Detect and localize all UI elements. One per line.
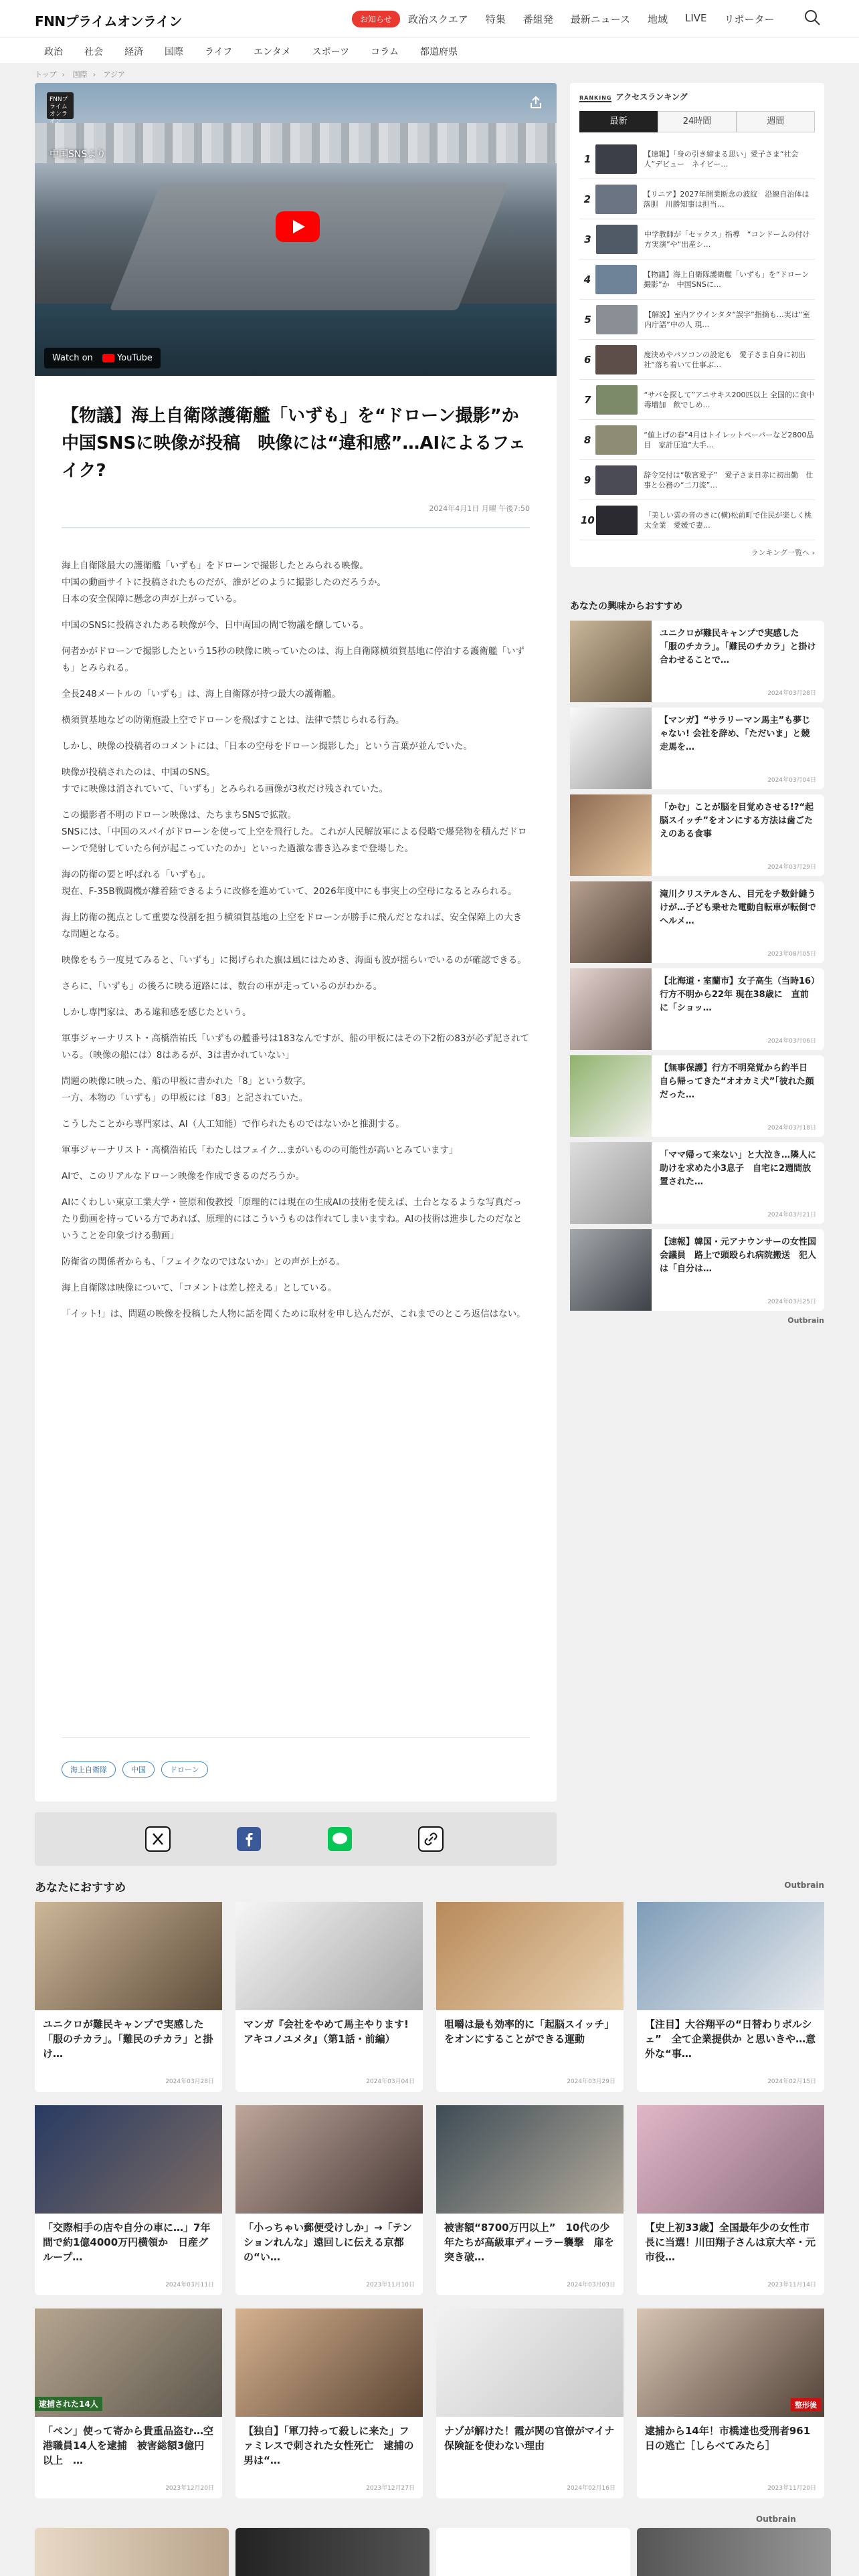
ranking-thumbnail xyxy=(595,425,637,455)
next-card-image[interactable] xyxy=(637,2528,831,2576)
outbrain-logo[interactable]: Outbrain xyxy=(756,2514,796,2524)
side-recommend-image xyxy=(570,1055,652,1137)
recommend-card[interactable] xyxy=(436,1902,624,2092)
youtube-icon xyxy=(102,354,114,362)
side-recommend-item[interactable] xyxy=(570,621,824,702)
ranking-thumbnail xyxy=(596,225,638,254)
side-recommend-date: 2024年03月04日 xyxy=(767,777,816,784)
article-paragraph: この撮影者不明のドローン映像は、たちまちSNSで拡散。 SNSには、「中国のスパイがドローンを使って上空を飛行した。これが人民解放軍による侵略で爆発物を積んだドローンで発射していたら何が起こっていたのか」といった過激な書き込みまで登場した。 xyxy=(62,810,527,854)
ranking-thumbnail xyxy=(596,506,638,535)
article-paragraph: 中国のSNSに投稿されたある映像が今、日中両国の間で物議を醸している。 xyxy=(62,620,369,631)
ranking-number: 9 xyxy=(583,473,591,486)
side-recommend-image xyxy=(570,794,652,876)
next-card-image[interactable] xyxy=(35,2528,229,2576)
side-recommend-headline: 【マンガ】“サラリーマン馬主”も夢じゃない! 会社を辞め、「ただいま」と競走馬を… xyxy=(660,716,811,752)
side-recommend-image xyxy=(570,1142,652,1224)
next-card-image[interactable] xyxy=(235,2528,430,2576)
recommend-card-image xyxy=(235,2309,423,2417)
category-society[interactable]: 社会 xyxy=(84,47,103,58)
side-recommend-date: 2024年03月25日 xyxy=(767,1299,816,1305)
facebook-icon[interactable] xyxy=(237,1827,261,1851)
side-recommend xyxy=(570,599,824,1325)
recommend-card-image xyxy=(637,1902,824,2010)
ranking-number: 6 xyxy=(583,353,591,366)
side-recommend-date: 2024年03月29日 xyxy=(767,864,816,871)
bottom-recommend xyxy=(35,1878,824,2492)
ranking-header: RANKING アクセスランキング xyxy=(579,92,688,102)
video-caption: 中国SNSより xyxy=(50,149,106,160)
ranking-headline: 度決めやパソコンの設定も 愛子さま自身に初出社“落ち着いて仕事ぶ… xyxy=(644,350,806,369)
notice-button[interactable]: お知らせ xyxy=(352,11,400,27)
recommend-card-image xyxy=(436,2309,624,2417)
side-recommend-headline: ユニクロが難民キャンプで実感した「服のチカラ」。「難民のチカラ」と掛け合わせることで… xyxy=(660,629,816,665)
article-paragraph: 問題の映像に映った、船の甲板に書かれた「8」という数字。 一方、本物の「いずも」の甲板には「83」と記されていた。 xyxy=(62,1076,312,1103)
recommend-card-date: 2023年12月27日 xyxy=(366,2485,415,2492)
side-recommend-image xyxy=(570,968,652,1050)
tag-list xyxy=(62,1761,208,1778)
side-recommend-date: 2024年03月28日 xyxy=(767,690,816,697)
recommend-card-headline: ナゾが解けた！霞が関の官僚がマイナ保険証を使わない理由 xyxy=(444,2425,615,2452)
side-recommend-item[interactable] xyxy=(570,968,824,1050)
recommend-card-image xyxy=(436,2105,624,2214)
nav-item-live[interactable]: LIVE xyxy=(685,12,707,24)
tag-china[interactable]: 中国 xyxy=(122,1761,155,1778)
recommend-card-headline: マンガ『会社をやめて馬主やります! アキコノユメタ』（第1話・前編） xyxy=(244,2018,409,2045)
side-recommend-headline: 「ママ帰って来ない」と大泣き…隣人に助けを求めた小3息子 自宅に2週間放置された… xyxy=(660,1150,817,1187)
side-recommend-image xyxy=(570,621,652,702)
nav-item-politics-square[interactable]: 政治スクエア xyxy=(408,13,468,25)
ranking-thumbnail xyxy=(595,144,637,174)
ranking-list xyxy=(579,139,815,540)
side-recommend-date: 2024年03月06日 xyxy=(767,1038,816,1045)
recommend-card[interactable] xyxy=(637,2309,824,2498)
side-recommend-body xyxy=(652,968,824,1050)
breadcrumb-separator: › xyxy=(62,70,66,79)
side-recommend-headline: 【北海道・室蘭市】女子高生（当時16）行方不明から22年 現在38歳に 直前に「ショッ… xyxy=(660,976,816,1013)
article-paragraph: しかし、映像の投稿者のコメントには、「日本の空母をドローン撮影した」という言葉が並んでいた。 xyxy=(62,741,472,752)
recommend-card[interactable] xyxy=(436,2105,624,2295)
article-paragraph: 軍事ジャーナリスト・高橋浩祐氏「いずもの艦番号は183なんですが、船の甲板にはその下2桁の83が必ず記されている。（映像の船には）8はあるが、3は書かれていない」 xyxy=(62,1033,529,1061)
breadcrumb-international[interactable]: 国際 xyxy=(72,70,88,79)
recommend-card-date: 2023年11月20日 xyxy=(767,2485,816,2492)
ranking-number: 7 xyxy=(584,393,591,406)
ranking-item[interactable] xyxy=(579,179,815,219)
breadcrumb xyxy=(35,69,130,80)
ranking-item[interactable] xyxy=(579,340,815,380)
article-title: 【物議】海上自衛隊護衛艦「いずも」を“ドローン撮影”か 中国SNSに映像が投稿 映像には“違和感”…AIによるフェイク? xyxy=(62,406,537,481)
watch-on-label: Watch on xyxy=(52,353,93,363)
ranking-item[interactable] xyxy=(579,380,815,420)
recommend-card-date: 2024年02月16日 xyxy=(567,2485,615,2492)
recommend-card-image xyxy=(637,2105,824,2214)
search-icon[interactable] xyxy=(803,8,822,27)
ranking-more-link[interactable]: ランキング一覧へ › xyxy=(751,548,815,557)
side-recommend-item[interactable] xyxy=(570,1142,824,1224)
recommend-card-headline: 「ペン」使って寄から貴重品盗む…空港職員14人を逮捕 被害総額3億円以上 … xyxy=(43,2425,214,2466)
side-recommend-headline: 【速報】韓国・元アナウンサーの女性国会議員 路上で頭殴られ病院搬送 犯人は「自分は… xyxy=(660,1237,817,1274)
category-international[interactable]: 国際 xyxy=(165,47,183,58)
ranking-headline: 【物議】海上自衛隊護衛艦「いずも」を“ドローン撮影”か 中国SNSに… xyxy=(643,270,809,289)
ranking-number: 1 xyxy=(583,152,591,165)
link-icon[interactable] xyxy=(419,1827,443,1851)
article-paragraph: 防衛省の関係者からも、「フェイクなのではないか」との声が上がる。 xyxy=(62,1257,346,1267)
recommend-card-date: 2023年12月20日 xyxy=(165,2485,214,2492)
recommend-card-headline: 逮捕から14年！市橋達也受刑者961日の逃亡［しらべてみたら］ xyxy=(645,2425,811,2452)
category-column[interactable]: コラム xyxy=(371,47,399,58)
recommend-card-image xyxy=(436,1902,624,2010)
recommend-card-headline: 【注目】大谷翔平の“日替わりポルシェ” 全て企業提供か と思いきや…意外な“事… xyxy=(645,2018,816,2060)
breadcrumb-asia[interactable]: アジア xyxy=(103,70,126,79)
breadcrumb-separator: › xyxy=(92,70,96,79)
ranking-item[interactable] xyxy=(579,259,815,300)
ranking-number: 10 xyxy=(580,514,595,526)
recommend-card[interactable] xyxy=(637,2105,824,2295)
recommend-card-headline: 「交際相手の店や自分の車に…」7年間で約1億4000万円横領か 日産グループ… xyxy=(43,2222,211,2263)
ranking-panel xyxy=(570,83,824,567)
article-paragraph: 軍事ジャーナリスト・高橋浩祐氏「わたしはフェイク…まがいものの可能性が高いとみています」 xyxy=(62,1145,458,1156)
category-sports[interactable]: スポーツ xyxy=(312,47,350,58)
ranking-number: 5 xyxy=(584,313,591,326)
recommend-card-date: 2024年02月15日 xyxy=(767,2078,816,2085)
nav-item-latest-news[interactable]: 最新ニュース xyxy=(570,13,630,25)
tab-weekly[interactable]: 週間 xyxy=(737,111,815,132)
article-paragraph: AIで、このリアルなドローン映像を作成できるのだろうか。 xyxy=(62,1171,305,1182)
side-recommend-item[interactable] xyxy=(570,881,824,963)
nav-item-reporters[interactable]: リポーター xyxy=(724,13,775,25)
side-recommend-image xyxy=(570,881,652,963)
recommend-card-headline: 【史上初33歳】全国最年少の女性市長に当選！川田翔子さんは京大卒・元市役… xyxy=(645,2222,816,2263)
ranking-item[interactable] xyxy=(579,460,815,500)
article-paragraph: 海上防衛の拠点として重要な役割を担う横須賀基地の上空をドローンが勝手に飛んだとなれば、安全保障上の大きな問題となる。 xyxy=(62,912,522,940)
article-body xyxy=(62,558,530,1332)
ranking-headline: 「美しい雲の音のきに(横)松前町で住民が楽しく桃太全業 愛媛で妻… xyxy=(644,510,812,530)
side-recommend-date: 2024年03月21日 xyxy=(767,1212,816,1218)
recommend-card-headline: 「小っちゃい郵便受けしか」→「テンションれんな」遠回しに伝える京都の“い… xyxy=(244,2222,412,2263)
side-recommend-body xyxy=(652,1055,824,1137)
ranking-thumbnail xyxy=(595,265,637,294)
side-recommend-body xyxy=(652,794,824,876)
side-recommend-item[interactable] xyxy=(570,1055,824,1137)
ranking-item[interactable] xyxy=(579,500,815,540)
category-politics[interactable]: 政治 xyxy=(44,47,63,58)
nav-item-programs[interactable]: 番組発 xyxy=(522,13,553,25)
recommend-grid xyxy=(35,1902,824,2498)
side-recommend-title: あなたの興味からおすすめ xyxy=(570,601,683,612)
ranking-headline: 辞令交付は“敬宮愛子” 愛子さま日赤に初出勤 仕事と公務の“二刀流”… xyxy=(643,470,814,490)
recommend-card[interactable] xyxy=(235,2105,423,2295)
recommend-card[interactable] xyxy=(436,2309,624,2498)
ranking-headline: 【速報】「身の引き締まる思い」愛子さま“社会人”デビュー ネイビー… xyxy=(644,149,799,169)
side-recommend-headline: 滝川クリステルさん、目元をチ数針縫うけが…子ども乗せた電動自転車が転倒で ヘルメ… xyxy=(660,889,826,926)
tab-latest[interactable]: 最新 xyxy=(579,111,658,132)
article-paragraph: こうしたことから専門家は、AI（人工知能）で作られたものではないかと推測する。 xyxy=(62,1119,405,1130)
article-paragraph: 映像が投稿されたのは、中国のSNS。 すでに映像は消されていて、「いずも」とみられる画像が3枚だけ残されていた。 xyxy=(62,767,388,794)
side-recommend-item[interactable] xyxy=(570,1229,824,1311)
video-frame-cityscape xyxy=(35,123,557,163)
tag-drone[interactable]: ドローン xyxy=(161,1761,208,1778)
top-nav xyxy=(408,12,775,26)
article-date: 2024年4月1日 月曜 午後7:50 xyxy=(429,504,530,513)
recommend-card-headline: 被害額“8700万円以上” 10代の少年たちが高級車ディーラー襲撃 扉を突き破… xyxy=(444,2222,614,2263)
nav-item-regions[interactable]: 地域 xyxy=(648,13,668,25)
ranking-headline: 【解説】室内アウインタタ“誤字”指摘も…実は“室内庁語”中の人 現… xyxy=(644,310,810,329)
ranking-headline: “サバを探して”アニサキス200匹以上 全国的に食中毒増加 飲でしめ… xyxy=(644,390,815,409)
ranking-item[interactable] xyxy=(579,300,815,340)
ranking-number: 2 xyxy=(583,193,591,205)
title-divider xyxy=(62,527,530,528)
side-recommend-body xyxy=(652,1229,824,1311)
side-recommend-headline: 「かむ」ことが脳を目覚めさせる!?“起脳スイッチ”をオンにする方法は歯ごたえのある食事 xyxy=(660,802,814,839)
recommend-card[interactable] xyxy=(35,2105,222,2295)
side-recommend-date: 2023年08月05日 xyxy=(767,951,816,958)
recommend-card-image xyxy=(235,2105,423,2214)
ranking-headline: 中学教師が「セックス」指導 “コンドームの付け方実演”や“出産シ… xyxy=(644,229,810,249)
share-icon[interactable] xyxy=(529,95,543,110)
ranking-item[interactable] xyxy=(579,420,815,460)
article-paragraph: 横須賀基地などの防衛施設上空でドローンを飛ばすことは、法律で禁じられる行為。 xyxy=(62,715,405,726)
side-recommend-body xyxy=(652,881,824,963)
category-economy[interactable]: 経済 xyxy=(124,47,143,58)
ranking-thumbnail xyxy=(595,345,637,374)
recommend-card-date: 2024年03月11日 xyxy=(165,2282,214,2288)
ranking-number: 4 xyxy=(583,273,591,286)
body-divider xyxy=(62,1737,530,1738)
youtube-logo: YouTube xyxy=(98,353,153,363)
article-paragraph: さらに、「いずも」の後ろに映る道路には、数台の車が走っているのがわかる。 xyxy=(62,981,383,992)
recommend-card-date: 2024年03月28日 xyxy=(165,2078,214,2085)
ranking-item[interactable] xyxy=(579,139,815,179)
category-life[interactable]: ライフ xyxy=(205,47,233,58)
video-channel-logo[interactable]: FNNプライムオンライン xyxy=(47,92,74,119)
next-card-image[interactable] xyxy=(436,2528,630,2576)
recommend-card-date: 2024年03月29日 xyxy=(567,2078,615,2085)
side-recommend-date: 2024年03月18日 xyxy=(767,1125,816,1132)
bottom-recommend-title: あなたにおすすめ xyxy=(35,1881,126,1895)
article-paragraph: 海上自衛隊最大の護衛艦「いずも」をドローンで撮影したとみられる映像。 中国の動画サイトに投稿されたものだが、誰がどのように撮影したのだろうか。 日本の安全保障に懸念の声が上がっている。 xyxy=(62,560,387,605)
side-recommend-list xyxy=(570,621,824,1311)
article-paragraph: 海の防衛の要と呼ばれる「いずも」。 現在、F-35B戦闘機が離着陸できるように改修を進めていて、2026年度中にも事実上の空母になるとみられる。 xyxy=(62,869,517,897)
recommend-card-image xyxy=(35,2105,222,2214)
recommend-card[interactable] xyxy=(235,1902,423,2092)
play-button[interactable] xyxy=(276,211,320,242)
recommend-card-headline: 【独自】「軍刀持って殺しに来た」ファミレスで刺された女性死亡 逮捕の男は“… xyxy=(244,2425,414,2466)
ranking-thumbnail xyxy=(595,465,637,495)
x-icon[interactable] xyxy=(146,1827,170,1851)
article-paragraph: しかし専門家は、ある違和感を感じたという。 xyxy=(62,1007,252,1018)
article-paragraph: 何者かがドローンで撮影したという15秒の映像に映っていたのは、海上自衛隊横須賀基地に停泊する護衛艦「いずも」とみられる。 xyxy=(62,646,524,673)
tab-24h[interactable]: 24時間 xyxy=(658,111,736,132)
image-badge: 整形後 xyxy=(791,2398,821,2411)
video-player[interactable] xyxy=(35,83,557,376)
ranking-thumbnail xyxy=(596,385,638,415)
article-paragraph: 映像をもう一度見てみると、「いずも」に掲げられた旗は風にはためき、海面も波が揺らいでいるのが確認できる。 xyxy=(62,955,527,966)
nav-item-features[interactable]: 特集 xyxy=(485,13,506,25)
watch-on-youtube-button[interactable] xyxy=(44,348,161,368)
share-bar xyxy=(35,1812,557,1866)
site-header xyxy=(0,0,859,37)
article-paragraph: 全長248メートルの「いずも」は、海上自衛隊が持つ最大の護衛艦。 xyxy=(62,689,341,700)
recommend-card[interactable] xyxy=(35,2309,222,2498)
recommend-card-date: 2024年03月03日 xyxy=(567,2282,615,2288)
article-paragraph: 海上自衛隊は映像について、「コメントは差し控える」としている。 xyxy=(62,1283,337,1293)
video-frame-ship xyxy=(110,183,509,310)
category-prefectures[interactable]: 都道府県 xyxy=(419,47,458,58)
breadcrumb-top[interactable]: トップ xyxy=(35,70,57,79)
ranking-number: 3 xyxy=(584,233,591,245)
tag-msdf[interactable]: 海上自衛隊 xyxy=(62,1761,116,1778)
recommend-card-image xyxy=(35,1902,222,2010)
side-recommend-image xyxy=(570,708,652,789)
ranking-headline: 【リニア】2027年開業断念の波紋 沿線自治体は落胆 川勝知事は担当… xyxy=(643,189,809,209)
ranking-tabs xyxy=(579,111,815,132)
recommend-card[interactable] xyxy=(235,2309,423,2498)
recommend-card-date: 2023年11月10日 xyxy=(366,2282,415,2288)
recommend-card-date: 2023年11月14日 xyxy=(767,2282,816,2288)
recommend-card-date: 2024年03月04日 xyxy=(366,2078,415,2085)
side-recommend-body xyxy=(652,708,824,789)
outbrain-logo[interactable]: Outbrain xyxy=(787,1316,824,1325)
ranking-headline: “値上げの春”4月はトイレットペーパーなど2800品目 家計圧迫“大手… xyxy=(644,430,814,449)
article-card xyxy=(35,83,557,1802)
category-nav xyxy=(0,37,859,64)
side-recommend-body xyxy=(652,1142,824,1224)
ranking-item[interactable] xyxy=(579,219,815,259)
recommend-card-headline: ユニクロが難民キャンプで実感した「服のチカラ」。「難民のチカラ」と掛け… xyxy=(43,2018,213,2060)
recommend-card-image xyxy=(235,1902,423,2010)
side-recommend-body xyxy=(652,621,824,702)
side-recommend-item[interactable] xyxy=(570,794,824,876)
image-badge: 逮捕された14人 xyxy=(35,2397,102,2411)
side-recommend-headline: 【無事保護】行方不明発覚から約半日 自ら帰ってきた“オオカミ犬”「彼れた顔だった… xyxy=(660,1063,817,1100)
side-recommend-item[interactable] xyxy=(570,708,824,789)
article-paragraph: AIにくわしい東京工業大学・笹原和俊教授「原理的には現在の生成AIの技術を使えば、土台となるような写真だったり動画を持っている方であれば、原理的にはこういうものは作れてしまいますね。AIの技術は進歩したのだなということを印象づける動画」 xyxy=(62,1197,522,1241)
ranking-thumbnail xyxy=(596,305,638,334)
site-logo[interactable]: FNNプライムオンライン xyxy=(35,13,182,29)
line-icon[interactable] xyxy=(328,1827,352,1851)
recommend-card-headline: 咀嚼は最も効率的に「起脳スイッチ」をオンにすることができる運動 xyxy=(444,2018,615,2045)
side-recommend-image xyxy=(570,1229,652,1311)
ranking-number: 8 xyxy=(583,433,591,446)
recommend-card[interactable] xyxy=(637,1902,824,2092)
recommend-card[interactable] xyxy=(35,1902,222,2092)
category-entertainment[interactable]: エンタメ xyxy=(254,47,291,58)
ranking-thumbnail xyxy=(595,185,637,214)
article-paragraph: 「イット!」は、問題の映像を投稿した人物に話を聞くために取材を申し込んだが、これまでのところ返信はない。 xyxy=(62,1309,526,1319)
outbrain-logo[interactable]: Outbrain xyxy=(784,1881,824,1890)
